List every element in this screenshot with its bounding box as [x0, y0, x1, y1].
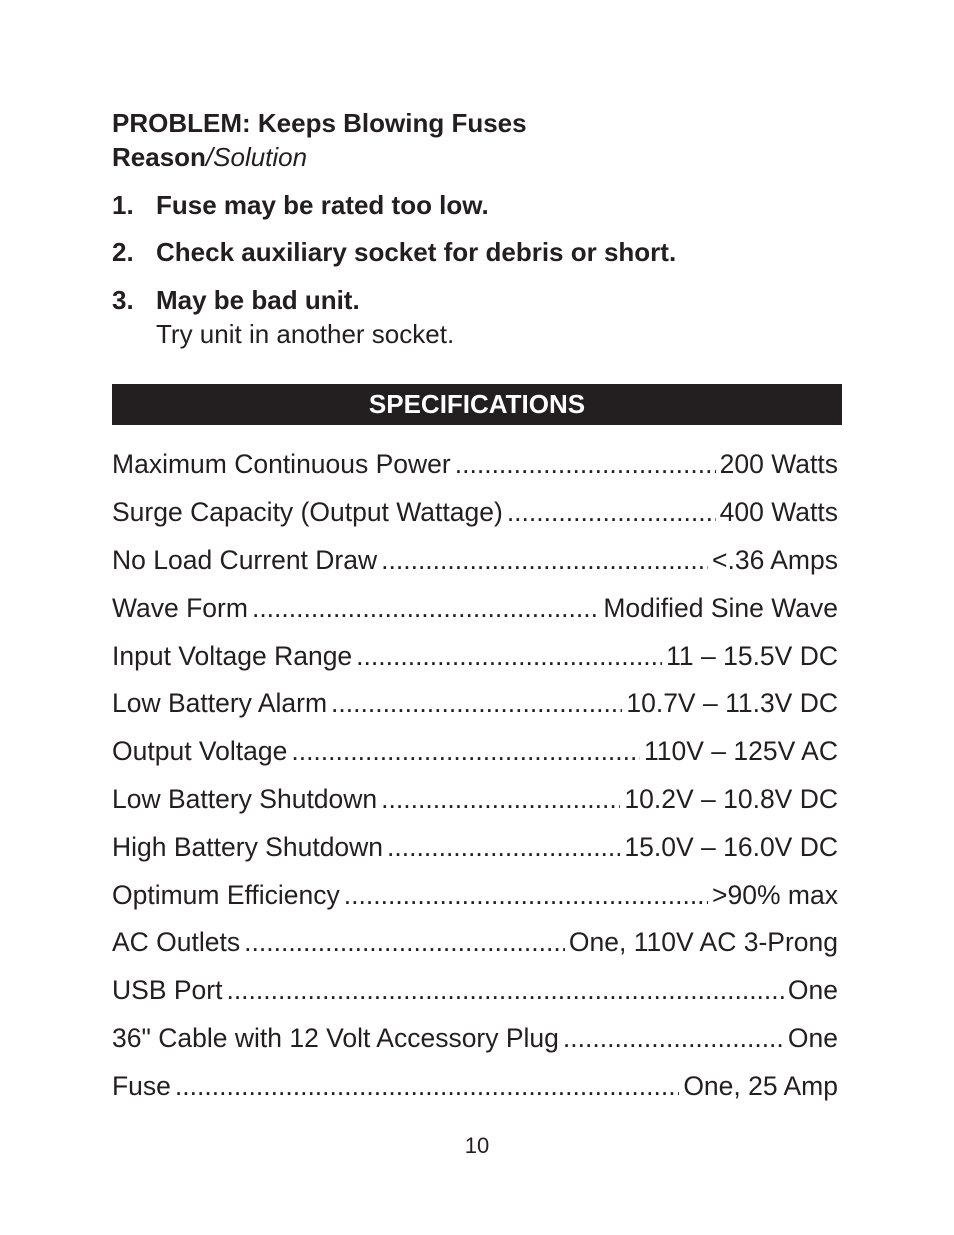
spec-value: One: [787, 975, 838, 1006]
reason-solution-line: [112, 140, 307, 174]
step-number: 3.: [112, 285, 134, 315]
spec-value: Modified Sine Wave: [603, 592, 838, 623]
dot-leader: [507, 497, 716, 528]
spec-label: High Battery Shutdown: [112, 831, 384, 862]
dot-leader: [175, 1071, 679, 1102]
spec-row: [112, 776, 838, 824]
spec-label: Optimum Efficiency: [112, 879, 340, 910]
spec-label: USB Port: [112, 975, 223, 1006]
spec-label: Wave Form: [112, 592, 248, 623]
spec-value: <.36 Amps: [712, 544, 838, 575]
spec-label: 36" Cable with 12 Volt Accessory Plug: [112, 1022, 559, 1053]
spec-row: [112, 441, 838, 489]
step-number: 2.: [112, 237, 134, 267]
dot-leader: [344, 880, 708, 911]
spec-label: Output Voltage: [112, 736, 288, 767]
spec-label: Low Battery Shutdown: [112, 783, 378, 814]
dot-leader: [331, 688, 622, 719]
spec-row: [112, 823, 838, 871]
dot-leader: [252, 593, 599, 624]
spec-value: 200 Watts: [719, 449, 838, 480]
step-text: Fuse may be rated too low.: [156, 190, 489, 220]
solution-label: /Solution: [205, 142, 308, 172]
dot-leader: [381, 784, 620, 815]
spec-row: [112, 1015, 838, 1063]
spec-label: Maximum Continuous Power: [112, 449, 451, 480]
dot-leader: [244, 927, 565, 958]
page-number: 10: [464, 1133, 490, 1158]
dot-leader: [356, 641, 662, 672]
spec-value: One: [787, 1022, 838, 1053]
spec-row: [112, 728, 838, 776]
specifications-list: [112, 441, 838, 1110]
dot-leader: [381, 545, 708, 576]
spec-value: 11 – 15.5V DC: [666, 640, 838, 671]
spec-row: [112, 871, 838, 919]
step-subtext: Try unit in another socket.: [156, 319, 455, 349]
spec-label: Low Battery Alarm: [112, 688, 328, 719]
spec-label: Input Voltage Range: [112, 640, 353, 671]
dot-leader: [226, 975, 783, 1006]
step-text: May be bad unit.: [156, 285, 360, 315]
dot-leader: [387, 832, 620, 863]
specifications-heading: SPECIFICATIONS: [112, 384, 842, 425]
problem-title: PROBLEM: Keeps Blowing Fuses: [112, 108, 527, 138]
spec-value: One, 110V AC 3-Prong: [568, 927, 838, 958]
spec-label: Fuse: [112, 1070, 171, 1101]
spec-label: Surge Capacity (Output Wattage): [112, 497, 503, 528]
spec-row: [112, 489, 838, 537]
spec-value: >90% max: [712, 879, 838, 910]
manual-page: [112, 0, 842, 1235]
spec-row: [112, 584, 838, 632]
dot-leader: [455, 449, 716, 480]
spec-row: [112, 537, 838, 585]
step-number: 1.: [112, 190, 134, 220]
spec-value: One, 25 Amp: [683, 1070, 838, 1101]
reason-label: Reason: [112, 142, 206, 172]
spec-row: [112, 632, 838, 680]
spec-row: [112, 967, 838, 1015]
step-text: Check auxiliary socket for debris or short.: [156, 237, 677, 267]
spec-value: 110V – 125V AC: [644, 736, 838, 767]
spec-value: 10.2V – 10.8V DC: [624, 783, 838, 814]
spec-row: [112, 1062, 838, 1110]
spec-row: [112, 680, 838, 728]
spec-label: AC Outlets: [112, 927, 241, 958]
spec-row: [112, 919, 838, 967]
spec-value: 400 Watts: [719, 497, 838, 528]
spec-label: No Load Current Draw: [112, 544, 378, 575]
dot-leader: [291, 736, 640, 767]
spec-value: 10.7V – 11.3V DC: [626, 688, 838, 719]
dot-leader: [563, 1023, 784, 1054]
spec-value: 15.0V – 16.0V DC: [624, 831, 838, 862]
